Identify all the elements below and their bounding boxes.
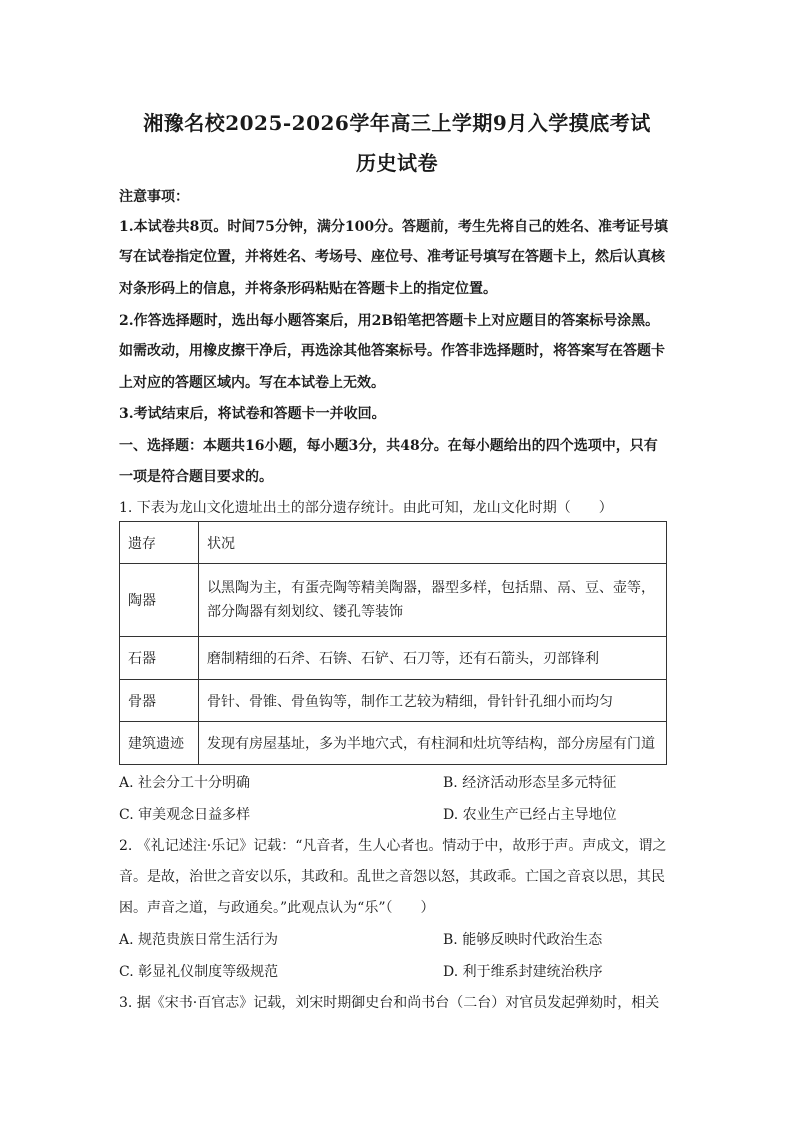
option-a[interactable]: A. 规范贵族日常生活行为 [119, 932, 279, 948]
notice-line: 3.考试结束后，将试卷和答题卡一并收回。 [119, 406, 386, 422]
option-b[interactable]: B. 经济活动形态呈多元特征 [443, 775, 617, 791]
question-2-line: 2. 《礼记述注·乐记》记载：“凡音者，生人心者也。情动于中，故形于声。声成文，谓之 [119, 838, 667, 854]
section-heading: 一、选择题：本题共16小题，每小题3分，共48分。在每小题给出的四个选项中，只有 [119, 438, 658, 454]
option-c[interactable]: C. 审美观念日益多样 [119, 807, 251, 823]
table-cell-status: 骨针、骨锥、骨鱼钩等，制作工艺较为精细，骨针针孔细小而均匀 [199, 680, 667, 722]
notice-line: 1.本试卷共8页。时间75分钟，满分100分。答题前，考生先将自己的姓名、准考证号填 [119, 219, 669, 235]
table-cell-name: 陶器 [120, 564, 199, 637]
table-cell-name: 骨器 [120, 680, 199, 722]
table-cell-name: 石器 [120, 637, 199, 680]
option-a[interactable]: A. 社会分工十分明确 [119, 775, 251, 791]
notice-line: 对条形码上的信息，并将条形码粘贴在答题卡上的指定位置。 [119, 281, 497, 297]
question-1-stem: 1. 下表为龙山文化遗址出土的部分遗存统计。由此可知，龙山文化时期（ ） [119, 500, 613, 516]
notice-line: 上对应的答题区域内。写在本试卷上无效。 [119, 375, 385, 391]
option-d[interactable]: D. 农业生产已经占主导地位 [443, 807, 617, 823]
option-d[interactable]: D. 利于维系封建统治秩序 [443, 964, 603, 980]
notice-line: 如需改动，用橡皮擦干净后，再选涂其他答案标号。作答非选择题时，将答案写在答题卡 [119, 343, 665, 359]
notice-line: 2.作答选择题时，选出每小题答案后，用2B铅笔把答题卡上对应题目的答案标号涂黑。 [119, 313, 660, 329]
question-3-stem: 3. 据《宋书·百官志》记载，刘宋时期御史台和尚书台（二台）对官员发起弹劾时，相关 [119, 995, 660, 1011]
table-cell-line: 以黑陶为主，有蛋壳陶等精美陶器，器型多样，包括鼎、鬲、豆、壶等， [207, 580, 655, 596]
section-heading: 一项是符合题目要求的。 [119, 469, 273, 485]
notice-line: 写在试卷指定位置，并将姓名、考场号、座位号、准考证号填写在答题卡上，然后认真核 [119, 249, 665, 265]
exam-title: 湘豫名校2025-2026学年高三上学期9月入学摸底考试 [143, 111, 651, 135]
table-header-cell: 状况 [199, 522, 667, 564]
notice-heading: 注意事项： [119, 189, 189, 205]
table-row [120, 564, 667, 637]
table-cell-status [199, 564, 667, 637]
table-cell-status: 磨制精细的石斧、石锛、石铲、石刀等，还有石箭头，刃部锋利 [199, 637, 667, 680]
table-cell-status: 发现有房屋基址，多为半地穴式，有柱洞和灶坑等结构，部分房屋有门道 [199, 722, 667, 765]
table-cell-line: 部分陶器有刻划纹、镂孔等装饰 [207, 604, 403, 620]
table-cell-name: 建筑遗迹 [120, 722, 199, 765]
relics-table [119, 521, 667, 765]
exam-subtitle: 历史试卷 [356, 151, 438, 175]
table-row [120, 680, 667, 722]
table-header-cell: 遗存 [120, 522, 199, 564]
table-header-row [120, 522, 667, 564]
table-row [120, 722, 667, 765]
table-row [120, 637, 667, 680]
question-2-line: 音。是故，治世之音安以乐，其政和。乱世之音怨以怒，其政乖。亡国之音哀以思，其民 [119, 869, 665, 885]
question-2-line: 困。声音之道，与政通矣。”此观点认为“乐”（ ） [119, 900, 435, 916]
option-c[interactable]: C. 彰显礼仪制度等级规范 [119, 964, 279, 980]
option-b[interactable]: B. 能够反映时代政治生态 [443, 932, 603, 948]
